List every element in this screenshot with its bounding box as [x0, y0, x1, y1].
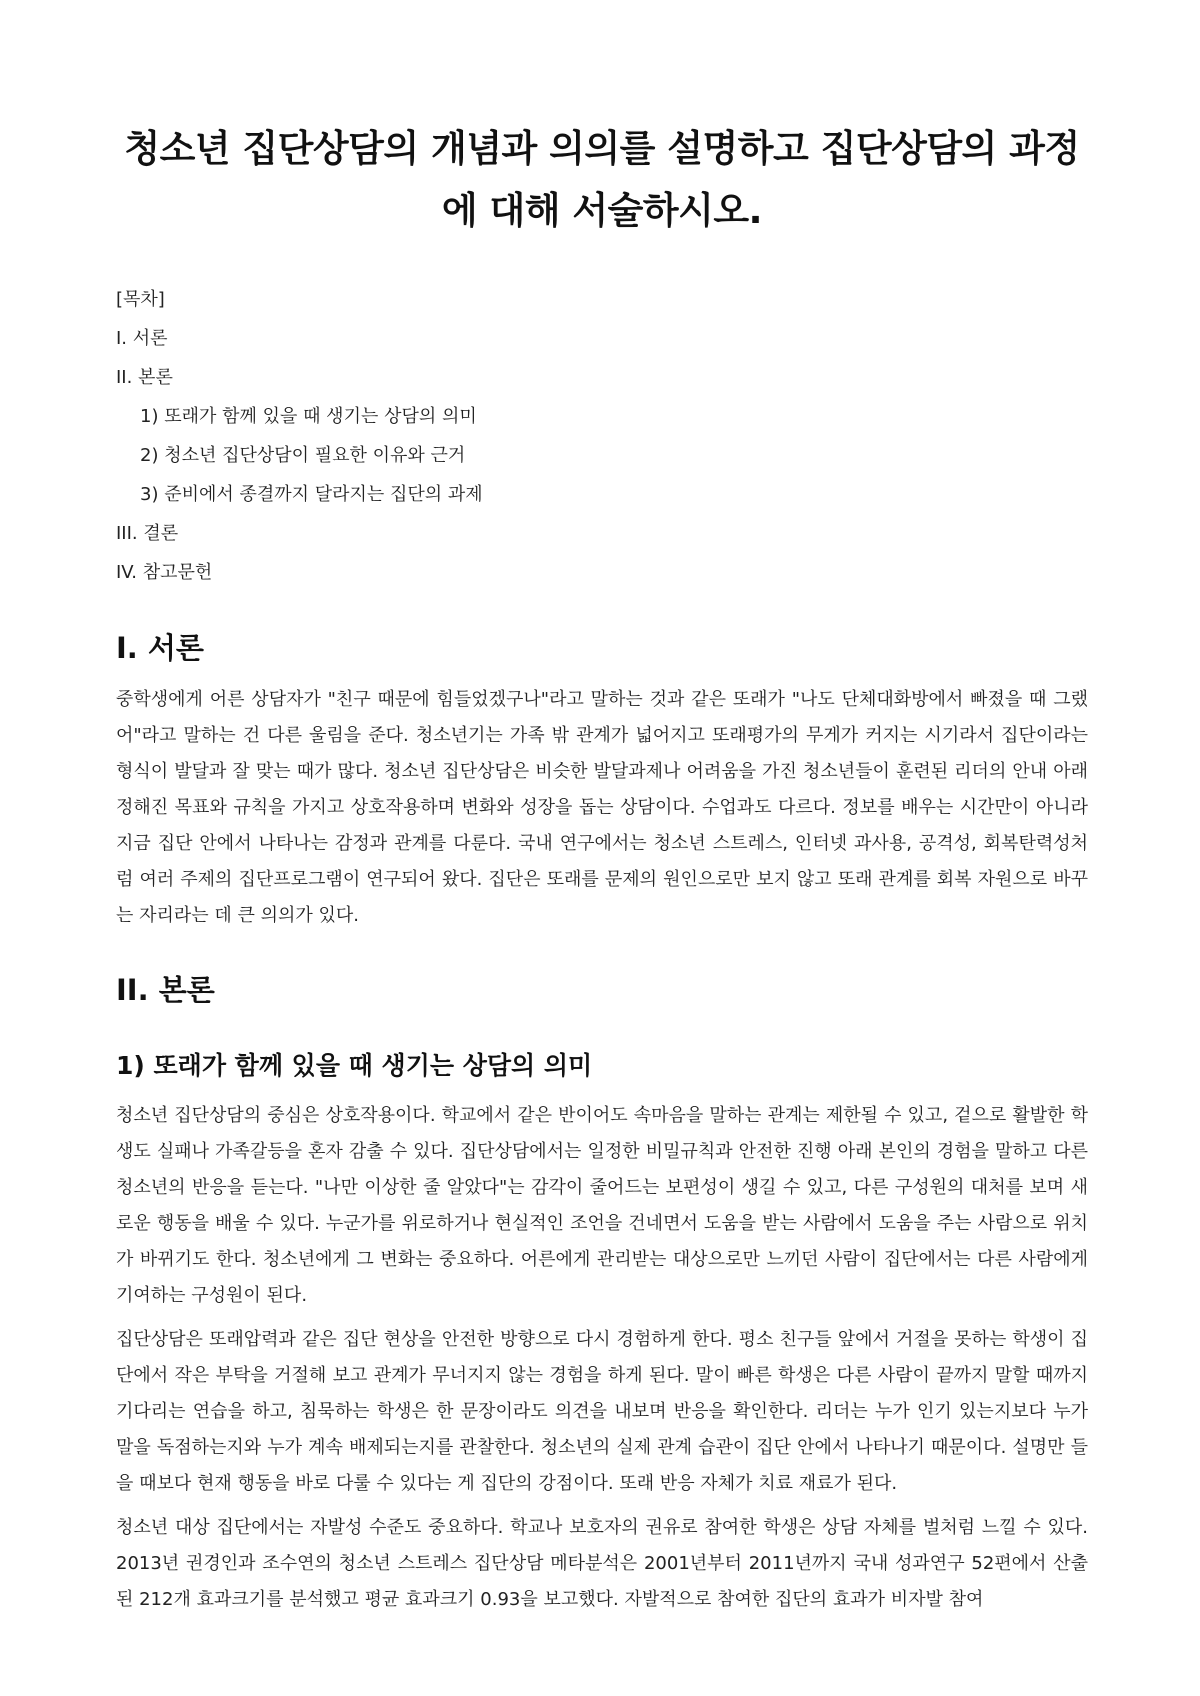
body-paragraph: 청소년 집단상담의 중심은 상호작용이다. 학교에서 같은 반이어도 속마음을 말하는 관계는 제한될 수 있고, 겉으로 활발한 학생도 실패나 가족갈등을 혼자 감출 수 있다. 집단상담에서는 일정한 비밀규칙과 안전한 진행 아래 본인의 경험을 말하고 다른 청소년의 반응을 듣는다. "나만 이상한 줄 알았다"는 감각이 줄어드는 보편성이 생길 수 있고, 다른 구성원의 대처를 보며 새로운 행동을 배울 수 있다. 누군가를 위로하거나 현실적인 조언을 건네면서 도움을 받는 사람에서 도움을 주는 사람으로 위치가 바뀌기도 한다. 청소년에게 그 변화는 중요하다. 어른에게 관리받는 대상으로만 느끼던 사람이 집단에서는 다른 사람에게 기여하는 구성원이 된다.: [116, 1105, 1088, 1306]
toc-item: I. 서론: [116, 328, 168, 349]
toc-item: III. 결론: [116, 523, 179, 544]
toc-item: II. 본론: [116, 367, 173, 388]
toc-heading: [목차]: [116, 289, 165, 310]
body-paragraph: 집단상담은 또래압력과 같은 집단 현상을 안전한 방향으로 다시 경험하게 한다. 평소 친구들 앞에서 거절을 못하는 학생이 집단에서 작은 부탁을 거절해 보고 관계가 무너지지 않는 경험을 하게 된다. 말이 빠른 학생은 다른 사람이 끝까지 말할 때까지 기다리는 연습을 하고, 침묵하는 학생은 한 문장이라도 의견을 내보며 반응을 확인한다. 리더는 누가 인기 있는지보다 누가 말을 독점하는지와 누가 계속 배제되는지를 관찰한다. 청소년의 실제 관계 습관이 집단 안에서 나타나기 때문이다. 설명만 들을 때보다 현재 행동을 바로 다룰 수 있다는 게 집단의 강점이다. 또래 반응 자체가 치료 재료가 된다.: [116, 1329, 1088, 1494]
table-of-contents: [116, 280, 1088, 592]
intro-paragraph: 중학생에게 어른 상담자가 "친구 때문에 힘들었겠구나"라고 말하는 것과 같은 또래가 "나도 단체대화방에서 빠졌을 때 그랬어"라고 말하는 건 다른 울림을 준다. 청소년기는 가족 밖 관계가 넓어지고 또래평가의 무게가 커지는 시기라서 집단이라는 형식이 발달과 잘 맞는 때가 많다. 청소년 집단상담은 비슷한 발달과제나 어려움을 가진 청소년들이 훈련된 리더의 안내 아래 정해진 목표와 규칙을 가지고 상호작용하며 변화와 성장을 돕는 상담이다. 수업과도 다르다. 정보를 배우는 시간만이 아니라 지금 집단 안에서 나타나는 감정과 관계를 다룬다. 국내 연구에서는 청소년 스트레스, 인터넷 과사용, 공격성, 회복탄력성처럼 여러 주제의 집단프로그램이 연구되어 왔다. 집단은 또래를 문제의 원인으로만 보지 않고 또래 관계를 회복 자원으로 바꾸는 자리라는 데 큰 의의가 있다.: [116, 689, 1088, 926]
subsection-heading-peer-meaning: 1) 또래가 함께 있을 때 생기는 상담의 의미: [116, 1051, 593, 1080]
toc-item: 2) 청소년 집단상담이 필요한 이유와 근거: [140, 445, 466, 466]
toc-item: 3) 준비에서 종결까지 달라지는 집단의 과제: [140, 484, 483, 505]
section-heading-body: II. 본론: [116, 973, 215, 1007]
toc-item: 1) 또래가 함께 있을 때 생기는 상담의 의미: [140, 406, 477, 427]
section-heading-intro: I. 서론: [116, 631, 204, 665]
toc-item: IV. 참고문헌: [116, 562, 213, 583]
spacer: [116, 942, 1088, 968]
document-title: 청소년 집단상담의 개념과 의의를 설명하고 집단상담의 과정에 대해 서술하시오.: [124, 127, 1080, 232]
spacer: [116, 1024, 1088, 1046]
body-paragraph: 청소년 대상 집단에서는 자발성 수준도 중요하다. 학교나 보호자의 권유로 참여한 학생은 상담 자체를 벌처럼 느낄 수 있다. 2013년 권경인과 조수연의 청소년 스트레스 집단상담 메타분석은 2001년부터 2011년까지 국내 성과연구 52편에서 산출된 212개 효과크기를 분석했고 평균 효과크기 0.93을 보고했다. 자발적으로 참여한 집단의 효과가 비자발 참여: [116, 1517, 1088, 1610]
